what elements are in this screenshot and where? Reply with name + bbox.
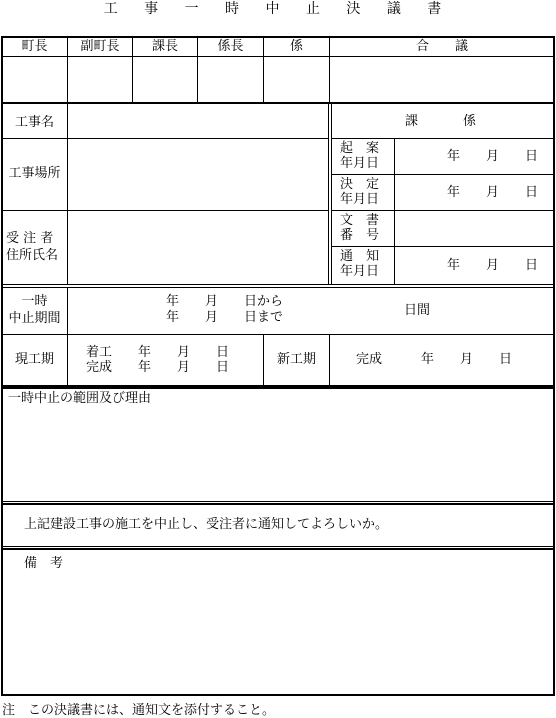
approval-header-divider bbox=[2, 56, 554, 57]
section-divider bbox=[2, 546, 554, 547]
label-draft: 起 案 bbox=[340, 141, 380, 156]
label-staff: 係 bbox=[463, 114, 477, 129]
period-from: 年 月 日から bbox=[166, 294, 284, 309]
label-col-divider bbox=[67, 103, 68, 284]
new-term-complete: 完成 年 月 日 bbox=[356, 352, 513, 367]
row-divider bbox=[332, 246, 554, 247]
decision-date-value: 年 月 日 bbox=[447, 185, 539, 200]
header-deputy-mayor: 副町長 bbox=[80, 39, 120, 54]
header-mayor: 町長 bbox=[21, 39, 48, 54]
label-suspension-period: 中止期間 bbox=[8, 311, 61, 326]
label-construction-name: 工事名 bbox=[14, 115, 54, 130]
right-block-divider bbox=[331, 103, 332, 284]
row-divider bbox=[332, 138, 554, 139]
label-remarks: 備 考 bbox=[24, 556, 64, 571]
row-divider bbox=[2, 138, 328, 139]
label-draft-date: 年月日 bbox=[340, 156, 380, 171]
label-decision: 決 定 bbox=[340, 177, 380, 192]
header-staff: 係 bbox=[289, 39, 303, 54]
notice-date-value: 年 月 日 bbox=[447, 258, 539, 273]
section-divider bbox=[2, 284, 554, 285]
current-term-start: 着工 年 月 日 bbox=[86, 345, 230, 360]
right-label-divider bbox=[394, 138, 395, 284]
section-divider bbox=[2, 287, 554, 288]
label-document-number: 番 号 bbox=[340, 228, 380, 243]
header-subsection-chief: 係長 bbox=[217, 39, 244, 54]
footnote: 注 この決議書には、通知文を添付すること。 bbox=[2, 703, 276, 718]
current-term-complete: 完成 年 月 日 bbox=[86, 360, 230, 375]
period-to: 年 月 日まで bbox=[166, 310, 284, 325]
col-divider bbox=[329, 335, 330, 385]
label-col-divider bbox=[67, 335, 68, 385]
remarks-box bbox=[1, 548, 555, 696]
label-col-divider bbox=[67, 288, 68, 334]
statement-text: 上記建設工事の施工を中止し、受注者に通知してよろしいか。 bbox=[24, 517, 389, 532]
period-days: 日間 bbox=[404, 303, 431, 318]
row-divider bbox=[332, 174, 554, 175]
label-notice-date: 年月日 bbox=[340, 264, 380, 279]
label-contractor: 受 注 者 bbox=[6, 231, 54, 246]
draft-date-value: 年 月 日 bbox=[447, 149, 539, 164]
label-reason: 一時中止の範囲及び理由 bbox=[8, 391, 152, 406]
label-suspension: 一時 bbox=[21, 294, 48, 309]
label-construction-site: 工事場所 bbox=[8, 166, 61, 181]
label-notice: 通 知 bbox=[340, 249, 380, 264]
header-consultation: 合 議 bbox=[415, 39, 468, 54]
label-contractor-address: 住所氏名 bbox=[6, 248, 59, 263]
section-divider bbox=[2, 501, 554, 502]
label-current-term: 現工期 bbox=[14, 352, 54, 367]
right-block-divider bbox=[328, 103, 329, 284]
section-divider bbox=[2, 334, 554, 335]
label-decision-date: 年月日 bbox=[340, 192, 380, 207]
main-info-table bbox=[1, 102, 555, 387]
row-divider bbox=[2, 210, 328, 211]
label-document: 文 書 bbox=[340, 213, 380, 228]
label-section: 課 bbox=[405, 114, 419, 129]
page-title: 工 事 一 時 中 止 決 議 書 bbox=[103, 1, 453, 17]
label-new-term: 新工期 bbox=[276, 352, 316, 367]
row-divider bbox=[332, 210, 554, 211]
header-section-chief: 課長 bbox=[151, 39, 178, 54]
